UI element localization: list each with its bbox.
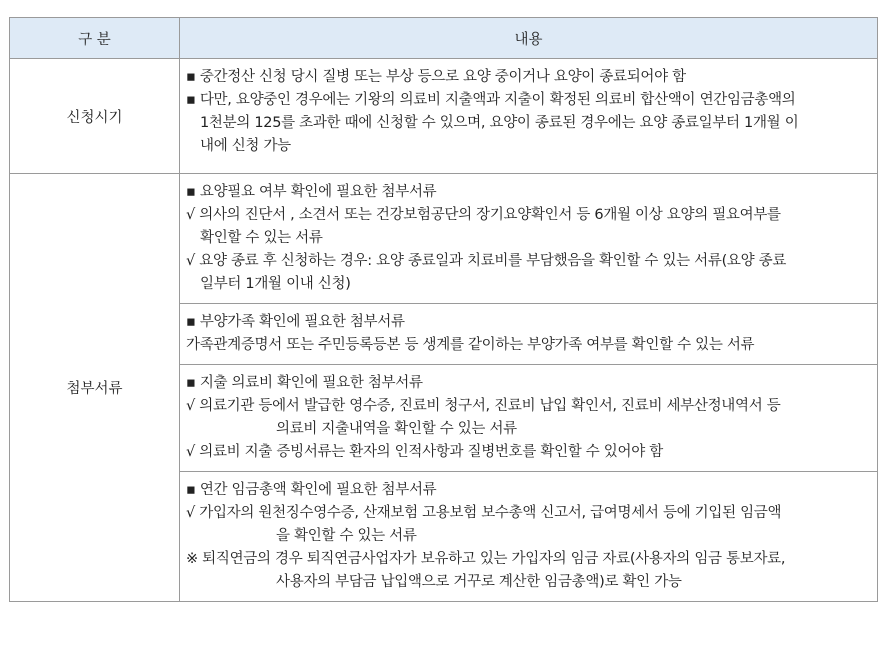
note-line: ※ 퇴직연금의 경우 퇴직연금사업자가 보유하고 있는 가입자의 임금 자료(사용자의 임금 통보자료, bbox=[186, 551, 786, 567]
continuation-line: 의료비 지출내역을 확인할 수 있는 서류 bbox=[276, 421, 517, 437]
bullet-line: ▪ 중간정산 신청 당시 질병 또는 부상 등으로 요양 중이거나 요양이 종료되어야 함 bbox=[186, 69, 686, 85]
continuation-line: 1천분의 125를 초과한 때에 신청할 수 있으며, 요양이 종료된 경우에는 요양 종료일부터 1개월 이 bbox=[200, 115, 799, 131]
content-cell bbox=[180, 472, 878, 602]
bullet-line: ▪ 부양가족 확인에 필요한 첨부서류 bbox=[186, 314, 405, 330]
continuation-line: 확인할 수 있는 서류 bbox=[200, 230, 323, 246]
content-cell bbox=[180, 59, 878, 174]
check-line: √ 가입자의 원천징수영수증, 산재보험 고용보험 보수총액 신고서, 급여명세서 등에 기입된 임금액 bbox=[186, 505, 782, 521]
continuation-line: 사용자의 부담금 납입액으로 거꾸로 계산한 임금총액)로 확인 가능 bbox=[276, 574, 682, 590]
plain-line: 가족관계증명서 또는 주민등록등본 등 생계를 같이하는 부양가족 여부를 확인할 수 있는 서류 bbox=[186, 337, 755, 353]
continuation-line: 일부터 1개월 이내 신청) bbox=[200, 276, 351, 292]
continuation-line: 내에 신청 가능 bbox=[200, 138, 291, 154]
table-row bbox=[10, 174, 878, 304]
table-row bbox=[10, 59, 878, 174]
bullet-line: ▪ 다만, 요양중인 경우에는 기왕의 의료비 지출액과 지출이 확정된 의료비 합산액이 연간임금총액의 bbox=[186, 92, 796, 108]
category-cell: 첨부서류 bbox=[10, 174, 180, 602]
header-content: 내용 bbox=[180, 18, 878, 59]
check-line: √ 의료기관 등에서 발급한 영수증, 진료비 청구서, 진료비 납입 확인서, 진료비 세부산정내역서 등 bbox=[186, 398, 781, 414]
table-header-row bbox=[10, 18, 878, 59]
check-line: √ 요양 종료 후 신청하는 경우: 요양 종료일과 치료비를 부담했음을 확인할 수 있는 서류(요양 종료 bbox=[186, 253, 787, 269]
bullet-line: ▪ 연간 임금총액 확인에 필요한 첨부서류 bbox=[186, 482, 437, 498]
header-category: 구 분 bbox=[10, 18, 180, 59]
content-cell bbox=[180, 365, 878, 472]
content-cell bbox=[180, 304, 878, 365]
bullet-line: ▪ 지출 의료비 확인에 필요한 첨부서류 bbox=[186, 375, 423, 391]
category-cell: 신청시기 bbox=[10, 59, 180, 174]
check-line: √ 의료비 지출 증빙서류는 환자의 인적사항과 질병번호를 확인할 수 있어야 함 bbox=[186, 444, 663, 460]
check-line: √ 의사의 진단서 , 소견서 또는 건강보험공단의 장기요양확인서 등 6개월 이상 요양의 필요여부를 bbox=[186, 207, 781, 223]
continuation-line: 을 확인할 수 있는 서류 bbox=[276, 528, 417, 544]
content-cell bbox=[180, 174, 878, 304]
application-requirements-table bbox=[9, 17, 878, 602]
bullet-line: ▪ 요양필요 여부 확인에 필요한 첨부서류 bbox=[186, 184, 437, 200]
